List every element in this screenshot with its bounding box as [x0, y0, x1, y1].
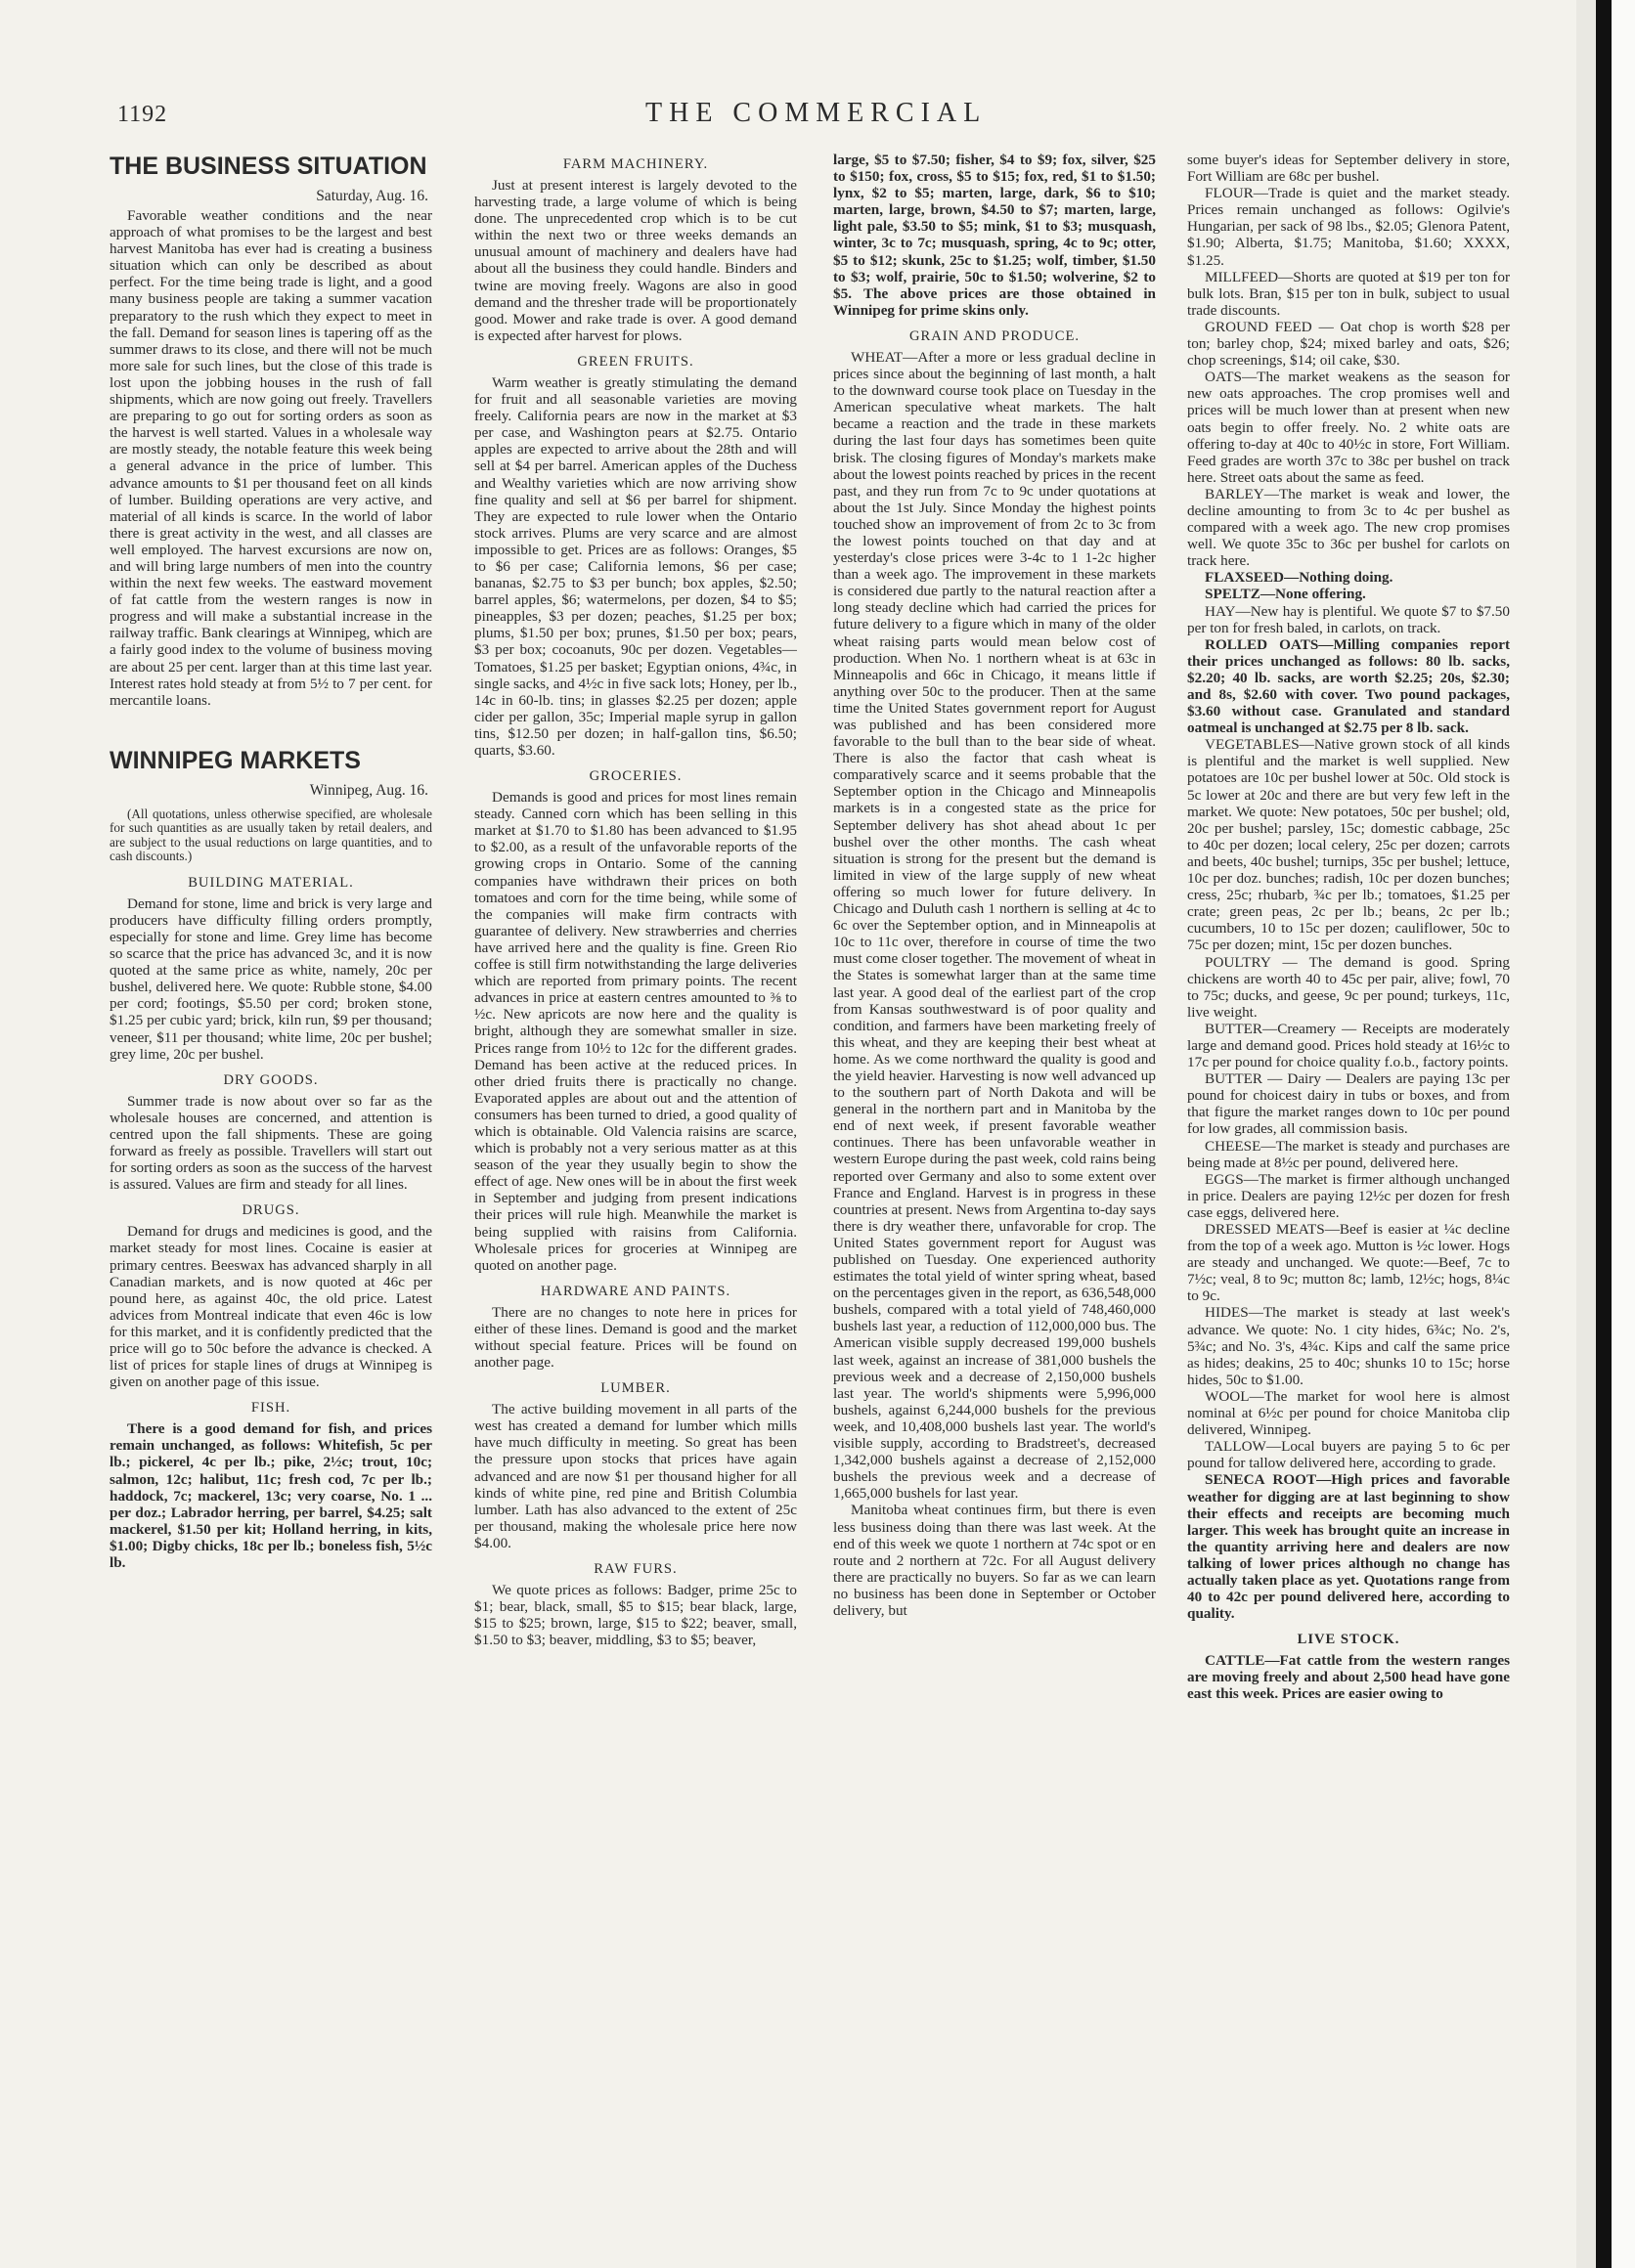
drugs-text: Demand for drugs and medicines is good, and the market steady for most lines. Cocaine is easier at primary centres. Beeswax has advanced sharply in all Canadian markets, and is now quoted at 46c per pound here, as against 40c, the old price. Latest advices from Montreal indicate that even 46c is low for this market, and it is confidently predicted that the price will go to 50c before the advance is checked. A list of prices for staple lines of drugs at Winnipeg is given on another page of this issue. — [110, 1223, 432, 1391]
ground-feed-text: GROUND FEED — Oat chop is worth $28 per ton; barley chop, $24; mixed barley and oats, $26; chop screenings, $14; oil cake, $30. — [1187, 318, 1510, 370]
butter-creamery-text: BUTTER—Creamery — Receipts are moderately large and demand good. Prices hold steady at 16½c to 17c per pound for choice quality f.o.b., factory points. — [1187, 1020, 1510, 1071]
dry-goods-text: Summer trade is now about over so far as the wholesale houses are concerned, and attention is centred upon the fall shipments. These are going forward as freely as possible. Travellers will start out for sorting orders as soon as the success of the harvest is assured. Values are firm and steady for all lines. — [110, 1092, 432, 1194]
dressed-meats-text: DRESSED MEATS—Beef is easier at ¼c decline from the top of a week ago. Mutton is ½c lower. Hogs are steady and unchanged. We quote:—Beef, 7c to 7½c; veal, 8 to 9c; mutton 8c; lamb, 12½c; hogs, 8¼c to 9c. — [1187, 1221, 1510, 1305]
hides-text: HIDES—The market is steady at last week's advance. We quote: No. 1 city hides, 6¾c; No. 2's, 5¾c; and No. 3's, 4¾c. Kips and calf the same price as hides; deakins, 25 to 40c; shunks 10 to 15c; horse hides, 50c to $1.00. — [1187, 1304, 1510, 1388]
raw-furs-text: We quote prices as follows: Badger, prime 25c to $1; bear, black, small, $5 to $15; bear black, large, $15 to $25; brown, large, $15 to $22; beaver, small, $1.50 to $3; beaver, middling, $3 to $5; beaver, — [474, 1582, 797, 1649]
dry-goods-heading: DRY GOODS. — [223, 1071, 319, 1088]
business-situation-heading: THE BUSINESS SITUATION — [110, 153, 427, 180]
lumber-heading: LUMBER. — [600, 1380, 671, 1397]
column-3 — [833, 152, 1156, 2224]
butter-dairy-text: BUTTER — Dairy — Dealers are paying 13c per pound for choicest dairy in tubs or boxes, and from that figure the market ranges down to 10c per pound for low grades, all commission basis. — [1187, 1070, 1510, 1138]
lumber-text: The active building movement in all parts of the west has created a demand for lumber which mills have much difficulty in meeting. So great has been the pressure upon stocks that prices have again advanced and are now $1 per thousand higher for all kinds of white pine, red pine and British Columbia lumber. Lath has also advanced to the extent of 25c per thousand, making the wholesale price here now $4.00. — [474, 1401, 797, 1551]
column-2 — [474, 152, 797, 2224]
barley-text: BARLEY—The market is weak and lower, the decline amounting to from 3c to 4c per bushel as compared with a week ago. The new crop promises well. We quote 35c to 36c per bushel for carlots on track here. — [1187, 485, 1510, 570]
eggs-text: EGGS—The market is firmer although unchanged in price. Dealers are paying 12½c per dozen for fresh case eggs, delivered here. — [1187, 1170, 1510, 1221]
drugs-heading: DRUGS. — [242, 1202, 300, 1219]
groceries-heading: GROCERIES. — [589, 768, 683, 785]
vegetables-text: VEGETABLES—Native grown stock of all kinds is plentiful and the market is well supplied. New potatoes are 10c per bushel lower at 50c. Old stock is 5c lower at 20c and there are but very few left in the market. We quote: New potatoes, 50c per bushel; old, 20c per bushel; parsley, 15c; domestic cabbage, 25c to 40c per dozen; local celery, 25c per dozen; carrots and beets, 40c bushel; turnips, 35c per bushel; lettuce, 10c per doz. bunches; radish, 10c per dozen bunches; cress, 25c; rhubarb, ¾c per lb.; tomatoes, $1.25 per crate; green peas, 2c per lb.; beans, 2c per lb.; cucumbers, 10 to 15c per dozen; cauliflower, 50c to 75c per dozen; mint, 15c per dozen bunches. — [1187, 736, 1510, 954]
live-stock-heading: LIVE STOCK. — [1297, 1632, 1400, 1648]
raw-furs-heading: RAW FURS. — [594, 1561, 678, 1578]
raw-furs-continued: large, $5 to $7.50; fisher, $4 to $9; fox, silver, $25 to $150; fox, cross, $5 to $15; fox, red, $1 to $1.50; lynx, $2 to $5; marten, large, dark, $6 to $10; marten, large, brown, $4.50 to $7; marten, large, light pale, $3.50 to $5; mink, $1 to $3; musquash, winter, 3c to 7c; musquash, spring, 4c to 9c; otter, $5 to $12; skunk, 25c to $1.25; wolf, timber, $1.50 to $3; wolf, prairie, 50c to $1.50; wolverine, $2 to $5. The above prices are those obtained in Winnipeg for prime skins only. — [833, 152, 1156, 319]
column-4 — [1187, 152, 1510, 2224]
rolled-oats-text: ROLLED OATS—Milling companies report their prices unchanged as follows: 80 lb. sacks, $2.20; 40 lb. sacks, are worth $2.25; 20s, $2.30; and 8s, $2.60 with cover. Two pound packages, $3.60 without case. Granulated and standard oatmeal is unchanged at $2.75 per 8 lb. sack. — [1187, 635, 1510, 737]
manitoba-wheat-text: Manitoba wheat continues firm, but there is even less business doing than there was last week. At the end of this week we quote 1 northern at 74c spot or en route and 2 northern at 72c. For all August delivery there are practically no buyers. So far as we can learn no business has been done in September or October delivery, but — [833, 1502, 1156, 1619]
green-fruits-text: Warm weather is greatly stimulating the demand for fruit and all seasonable varieties are moving freely. California pears are now in the market at $3 per case, and Washington pears at $2.75. Ontario apples are expected to arrive about the 28th and will sell at $4 per barrel. American apples of the Duchess and Wealthy varieties which are now arriving show fine quality and sell at $6 per barrel for shipment. They are expected to rule lower when the Ontario stock arrives. Plums are very scarce and are almost impossible to get. Prices are as follows: Oranges, $5 to $6 per case; California lemons, $6 per case; bananas, $2.75 to $3 per bunch; box apples, $2.50; barrel apples, $6; watermelons, per dozen, $4 to $5; pineapples, $3 per dozen; peaches, $1.25 per box; plums, $1.50 per box; prunes, $1.50 per box; pears, $3 per box; cocoanuts, 90c per dozen. Vegetables—Tomatoes, $1.25 per basket; Egyptian onions, 4¾c, in single sacks, and 4½c in five sack lots; Honey, per lb., 14c in 60-lb. tins; in glasses $2.25 per dozen; apple cider per gallon, 35c; Imperial maple syrup in gallon tins, $12.50 per dozen; in half-gallon tins, $6.50; quarts, $3.60. — [474, 373, 797, 759]
publication-title: THE COMMERCIAL — [645, 98, 988, 128]
page-header — [117, 98, 1498, 137]
fish-text: There is a good demand for fish, and prices remain unchanged, as follows: Whitefish, 5c per lb.; pickerel, 4c per lb.; pike, 2½c; trout, 10c; salmon, 12c; halibut, 11c; fresh cod, 7c per lb.; haddock, 7c; mackerel, 13c; very coarse, No. 1 ... per doz.; Labrador herring, per barrel, $4.25; salt mackerel, $1.50 per kit; Holland herring, in kits, $1.00; Digby chicks, 18c per lb.; boneless fish, 5½c lb. — [110, 1420, 432, 1571]
cattle-text: CATTLE—Fat cattle from the western ranges are moving freely and about 2,500 head have gone east this week. Prices are easier owing to — [1187, 1652, 1510, 1703]
wheat-text: WHEAT—After a more or less gradual decline in prices since about the beginning of last month, a halt to the downward course took place on Tuesday in the American speculative wheat markets. The halt became a reaction and the trade in these markets during the last four days has sometimes been quite brisk. The closing figures of Monday's markets make about the lowest points reached by prices in the recent past, and they run from 7c to 9c under quotations at about the 1st July. Since Monday the highest points touched show an improvement of from 2c to 3c from the lowest points touched on that day and at yesterday's close prices were 3-4c to 1 1-2c higher than a week ago. The improvement in these markets is considered due partly to the natural reaction after a long steady decline which had carried the prices for future delivery to a figure which in many of the older wheat raising parts would mean below cost of production. When No. 1 northern wheat is at 63c in Minneapolis and 66c in Chicago, it means little if anything over 50c to the producer. Then at the same time the United States government report for August was published and has been considered more favorable to the bull than to the bear side of wheat. There is also the factor that cash wheat is comparatively scarce and it seems probable that the September option in the Chicago and Minneapolis markets is in a congested state as the price for September delivery has shot ahead about 1c per bushel over the other months. The cash wheat situation is strong for the present but the demand is limited in view of the large supply of new wheat offering so much lower for future delivery. In Chicago and Duluth cash 1 northern is selling at 4c to 6c over the September option, and in Minneapolis at 10c to 11c over, therefore in course of time the two must come closer together. The movement of wheat in the States is somewhat larger than at the same time last year. A good deal of the earliest part of the crop from Kansas southwestward is of poor quality and condition, and farmers have been marketing freely of this wheat, and they are keeping their best wheat at home. As we come northward the quality is good and the yield heavier. Harvesting is now well advanced up to the southern part of North Dakota and will be general in the northern part and in Manitoba by the end of next week, if present favorable weather continues. There has been unfavorable weather in western Europe during the past week, cold rains being reported over Germany and also to some extent over France and England. Harvest is in progress in these countries at present. News from Argentina to-day says there is dry weather there, unfavorable for crop. The United States government report for August was published on Tuesday. One experienced authority estimates the total yield of winter spring wheat, based on the percentages given in the report, as 636,548,000 bushels, compared with a total yield of 748,460,000 bushels last year, a reduction of 112,000,000 bus. The American visible supply decreased 199,000 bushels last week, against an increase of 381,000 bushels the previous week and a decrease of 2,150,000 bushels last year. The world's shipments were 5,996,000 bushels, against 6,244,000 bushels for the previous week, and 10,408,000 bushels last year. The world's visible supply, according to Bradstreet's, decreased 1,342,000 bushels against a decrease of 2,152,000 bushels the previous week and a decrease of 1,665,000 bushels for last year. — [833, 348, 1156, 1503]
building-material-text: Demand for stone, lime and brick is very large and producers have difficulty filling orders promptly, especially for stone and lime. Grey lime has become so scarce that the price has advanced 3c, and it is now quoted at the same price as white, namely, 20c per bushel, delivered here. We quote: Rubble stone, $4.00 per cord; footings, $5.50 per cord; broken stone, $1.25 per cubic yard; brick, kiln run, $9 per thousand; veneer, $11 per thousand; white lime, 20c per bushel; grey lime, 20c per bushel. — [110, 894, 432, 1063]
millfeed-text: MILLFEED—Shorts are quoted at $19 per ton for bulk lots. Bran, $15 per ton in bulk, subject to usual trade discounts. — [1187, 268, 1510, 319]
wheat-continued: some buyer's ideas for September delivery in store, Fort William are 68c per bushel. — [1187, 152, 1510, 186]
article-columns — [110, 152, 1510, 2224]
fish-heading: FISH. — [250, 1400, 291, 1417]
winnipeg-markets-heading: WINNIPEG MARKETS — [110, 746, 361, 774]
business-dateline: Saturday, Aug. 16. — [316, 188, 428, 204]
spacer — [110, 709, 432, 746]
wool-text: WOOL—The market for wool here is almost nominal at 6½c per pound for choice Manitoba clip delivered, Winnipeg. — [1187, 1387, 1510, 1439]
tallow-text: TALLOW—Local buyers are paying 5 to 6c per pound for tallow delivered here, according to grade. — [1187, 1438, 1510, 1472]
poultry-text: POULTRY — The demand is good. Spring chickens are worth 40 to 45c per pair, alive; fowl, 70 to 75c; ducks, and geese, 9c per pound; turkeys, 11c, live weight. — [1187, 953, 1510, 1021]
groceries-text: Demands is good and prices for most lines remain steady. Canned corn which has been selling in this market at $1.70 to $1.80 has been advanced to $1.95 to $2.00, as a result of the unfavorable reports of the growing crops in Ontario. Some of the canning companies have withdrawn their prices on both tomatoes and corn for the time being, while some of the companies will make firm contracts with guarantee of delivery. New strawberries and cherries have arrived here and the quality is fine. Green Rio coffee is still firm notwithstanding the large deliveries which are reported from primary points. The recent advances in price at eastern centres amounted to ⅜ to ½c. New apricots are now here and the quality is bright, although they are somewhat smaller in size. Prices range from 10½ to 12c for the different grades. Demand has been active at the reduced prices. In other dried fruits there is practically no change. Evaporated apples are about out and the attention of consumers has been turned to dried, a good quality of which is obtainable. Old Valencia raisins are scarce, which is probably not a very serious matter as at this season of the year they usually begin to show the effect of age. New ones will be in about the first week in September and judging from present indications their prices will rule high. Meanwhile the market is being supplied with raisins from California. Wholesale prices for groceries at Winnipeg are quoted on another page. — [474, 789, 797, 1274]
farm-machinery-text: Just at present interest is largely devoted to the harvesting trade, a large volume of which is being done. The unprecedented crop which is to be cut within the next two or three weeks demands an unusual amount of machinery and dealers have had about all the business they could handle. Binders and twine are moving freely. Wagons are also in good demand and the thresher trade will be proportionately good. Mower and rake trade is over. A good demand is expected after harvest for plows. — [474, 177, 797, 344]
flour-text: FLOUR—Trade is quiet and the market steady. Prices remain unchanged as follows: Ogilvie's Hungarian, per sack of 98 lbs., $2.05; Glenora Patent, $1.90; Alberta, $1.75; Manitoba, $1.60; XXXX, $1.25. — [1187, 185, 1510, 269]
seneca-root-text: SENECA ROOT—High prices and favorable weather for digging are at last beginning to show their effects and receipts are becoming much larger. This week has brought quite an increase in the quantity arriving here and dealers are now talking of lower prices although no change has actually taken place as yet. Quotations range from 40 to 42c per pound delivered here, according to quality. — [1187, 1471, 1510, 1623]
page-number: 1192 — [117, 102, 168, 127]
page-binding-edge — [1576, 0, 1635, 2268]
cheese-text: CHEESE—The market is steady and purchases are being made at 8½c per pound, delivered here. — [1187, 1137, 1510, 1171]
markets-dateline: Winnipeg, Aug. 16. — [309, 781, 428, 799]
flaxseed-text: FLAXSEED—Nothing doing. — [1205, 569, 1393, 587]
grain-produce-heading: GRAIN AND PRODUCE. — [908, 327, 1081, 344]
building-material-heading: BUILDING MATERIAL. — [188, 874, 354, 891]
column-1 — [110, 152, 432, 2224]
green-fruits-heading: GREEN FRUITS. — [577, 353, 694, 370]
hay-text: HAY—New hay is plentiful. We quote $7 to $7.50 per ton for fresh baled, in carlots, on track. — [1187, 602, 1510, 636]
hardware-text: There are no changes to note here in prices for either of these lines. Demand is good and the market without special feature. Prices will be found on another page. — [474, 1303, 797, 1372]
farm-machinery-heading: FARM MACHINERY. — [562, 156, 709, 172]
hardware-heading: HARDWARE AND PAINTS. — [540, 1283, 731, 1299]
business-situation-text: Favorable weather conditions and the near approach of what promises to be the largest and best harvest Manitoba has ever had is creating a business situation which can only be described as about perfect. For the time being trade is light, and a good many business people are taking a summer vacation preparatory to the rush which they expect to meet in the fall. Demand for season lines is tapering off as the summer draws to its close, and there will not be much more sale for such lines, but the close of this trade is lost upon the jobbing houses in the rush of fall shipments, which are now going out freely. Travellers are preparing to go out for sorting orders as soon as the harvest is well started. Values in a wholesale way are mostly steady, the notable feature this week being a general advance in the price of lumber. This advance amounts to $1 per thousand feet on all kinds of lumber. Building operations are very active, and material of all kinds is scarce. In the world of labor there is great activity in the west, and all classes are well employed. The harvest excursions are now on, and will bring large numbers of men into the country within the next few weeks. The eastward movement of fat cattle from the western ranges is now in progress and will make a substantial increase in the railway traffic. Bank clearings at Winnipeg, which are a fairly good index to the volume of business moving are about 25 per cent. larger than at this time last year. Interest rates hold steady at from 5½ to 7 per cent. for mercantile loans. — [110, 207, 432, 709]
quotations-note: (All quotations, unless otherwise specified, are wholesale for such quantities as are usually taken by retail dealers, and are subject to the usual reductions on large quantities, and to cash discounts.) — [110, 806, 432, 864]
oats-text: OATS—The market weakens as the season for new oats approaches. The crop promises well and prices will be much lower than at present when new oats begin to offer freely. No. 2 white oats are offering to-day at 40c to 40½c in store, Fort William. Feed grades are worth 37c to 38c per bushel on track here. Street oats about the same as feed. — [1187, 369, 1510, 486]
speltz-text: SPELTZ—None offering. — [1205, 586, 1366, 603]
